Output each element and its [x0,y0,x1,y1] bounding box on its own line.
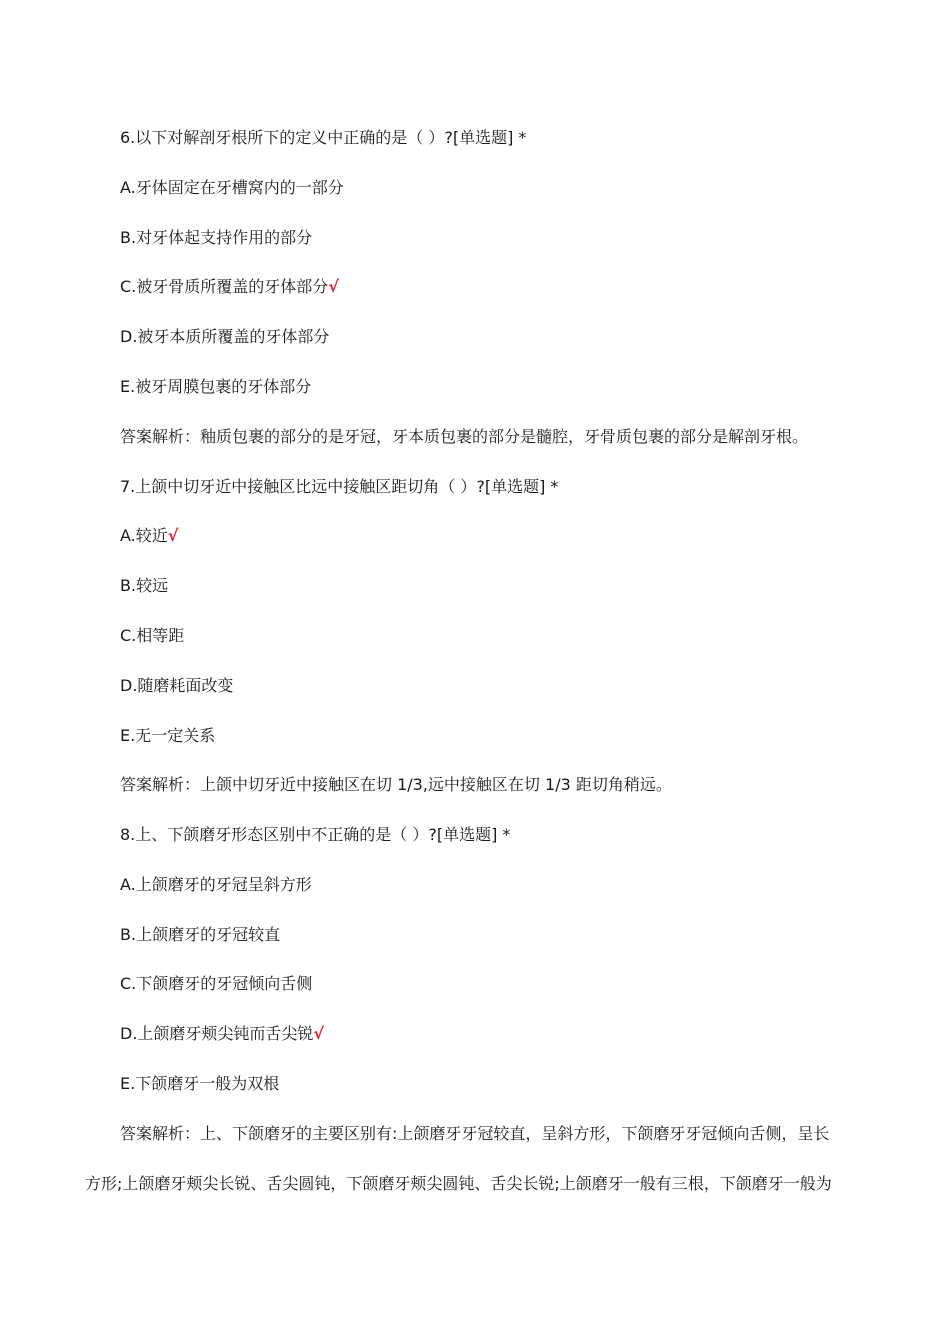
option-text: C.下颌磨牙的牙冠倾向舌侧 [120,974,313,993]
option-text: C.被牙骨质所覆盖的牙体部分 [120,277,329,296]
option-text: C.相等距 [120,626,185,645]
option-text: B.上颌磨牙的牙冠较直 [120,925,281,944]
answer-analysis: 答案解析：上颌中切牙近中接触区在切 1/3,远中接触区在切 1/3 距切角稍远。 [120,775,672,794]
option-a [120,874,312,896]
option-d [120,1023,324,1045]
option-c [120,625,184,647]
answer-analysis: 答案解析：釉质包裹的部分的是牙冠，牙本质包裹的部分是髓腔，牙骨质包裹的部分是解剖牙根。 [120,427,809,446]
option-b [120,227,312,249]
option-text: E.下颌磨牙一般为双根 [120,1074,280,1093]
option-text: D.被牙本质所覆盖的牙体部分 [120,327,330,346]
option-e [120,725,215,747]
option-c [120,276,339,298]
option-text: A.较近 [120,526,168,545]
option-text: E.无一定关系 [120,726,216,745]
answer-analysis: 答案解析：上、下颌磨牙的主要区别有:上颌磨牙牙冠较直，呈斜方形，下颌磨牙牙冠倾向舌侧，呈长 [120,1124,830,1143]
correct-check-icon: √ [313,1024,325,1043]
option-a [120,525,178,547]
answer-analysis-continued: 方形;上颌磨牙颊尖长锐、舌尖圆钝，下颌磨牙颊尖圆钝、舌尖长锐;上颌磨牙一般有三根，下颌磨牙一般为 [85,1174,832,1193]
option-c [120,973,312,995]
option-a [120,177,344,199]
option-e [120,1073,279,1095]
option-e [120,376,311,398]
option-b [120,575,168,597]
option-text: B.较远 [120,576,169,595]
option-text: D.随磨耗面改变 [120,676,234,695]
option-text: A.牙体固定在牙槽窝内的一部分 [120,178,344,197]
question-stem: 8.上、下颌磨牙形态区别中不正确的是（ ）?[单选题] * [120,825,511,844]
question-stem: 7.上颌中切牙近中接触区比远中接触区距切角（ ）?[单选题] * [120,477,559,496]
option-d [120,675,233,697]
option-text: D.上颌磨牙颊尖钝而舌尖锐 [120,1024,314,1043]
option-text: E.被牙周膜包裹的牙体部分 [120,377,312,396]
option-d [120,326,329,348]
correct-check-icon: √ [328,277,339,296]
option-text: B.对牙体起支持作用的部分 [120,228,313,247]
option-text: A.上颌磨牙的牙冠呈斜方形 [120,875,312,894]
option-b [120,924,280,946]
question-stem: 6.以下对解剖牙根所下的定义中正确的是（ ）?[单选题] * [120,128,527,147]
correct-check-icon: √ [167,526,179,545]
